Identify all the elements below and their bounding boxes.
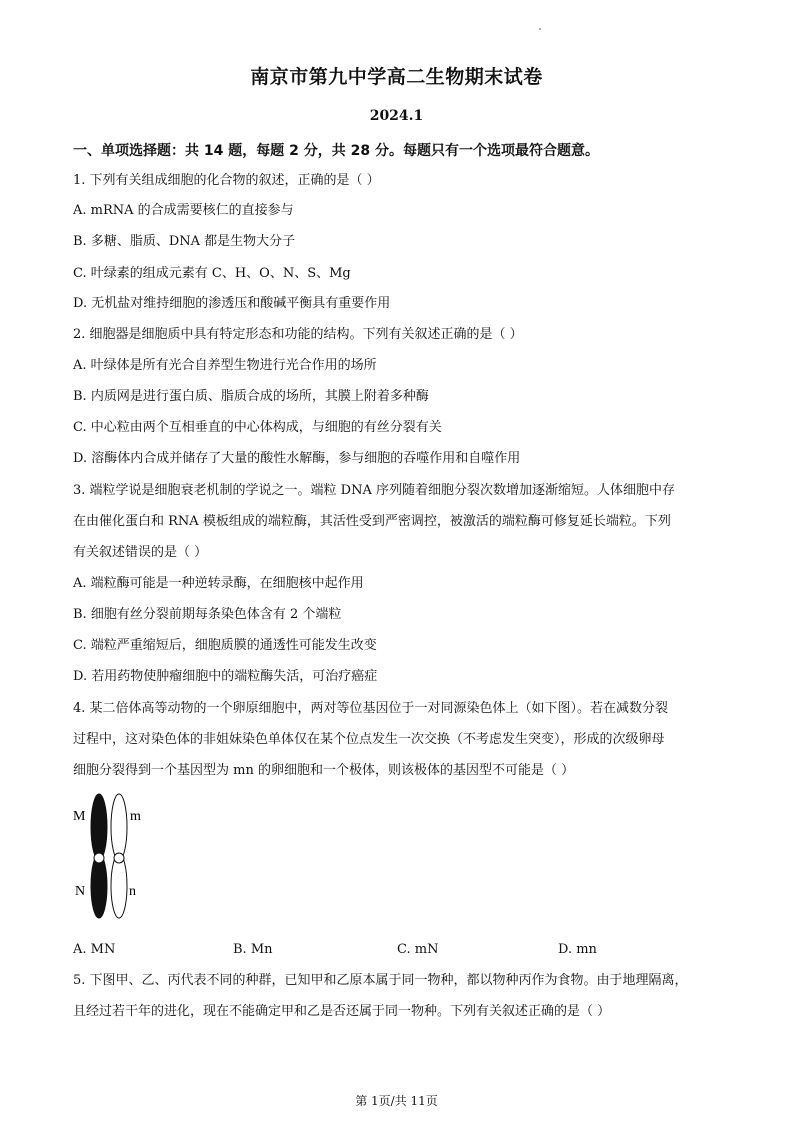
question-1-stem: 1. 下列有关组成细胞的化合物的叙述，正确的是（ ） (73, 173, 380, 188)
question-3-option-b: B. 细胞有丝分裂前期每条染色体含有 2 个端粒 (73, 607, 342, 622)
question-5-stem-line-2: 且经过若干年的进化，现在不能确定甲和乙是否还属于同一物种。下列有关叙述正确的是（ ） (73, 1004, 611, 1019)
label-m: m (130, 809, 141, 824)
question-4-option-a: A. MN (73, 942, 116, 957)
scan-dot (539, 28, 541, 30)
question-3-option-d: D. 若用药物使肿瘤细胞中的端粒酶失活，可治疗癌症 (73, 669, 378, 684)
question-1-option-a: A. mRNA 的合成需要核仁的直接参与 (73, 203, 294, 218)
question-3-option-c: C. 端粒严重缩短后，细胞质膜的通透性可能发生改变 (73, 638, 377, 653)
light-centromere (114, 853, 124, 863)
question-2-option-d: D. 溶酶体内合成并储存了大量的酸性水解酶，参与细胞的吞噬作用和自噬作用 (73, 451, 521, 466)
page-title: 南京市第九中学高二生物期末试卷 (250, 66, 543, 88)
section-heading: 一、单项选择题：共 14 题，每题 2 分，共 28 分。每题只有一个选项最符合题意。 (73, 143, 599, 159)
question-1-option-b: B. 多糖、脂质、DNA 都是生物大分子 (73, 234, 296, 249)
question-4-stem-line-3: 细胞分裂得到一个基因型为 mn 的卵细胞和一个极体，则该极体的基因型不可能是（ ） (73, 763, 575, 778)
question-4-option-c: C. mN (397, 942, 439, 957)
question-4-stem-line-1: 4. 某二倍体高等动物的一个卵原细胞中，两对等位基因位于一对同源染色体上（如下图）。若在减数分裂 (73, 701, 669, 716)
homologous-chromosomes-diagram (70, 790, 160, 920)
dark-chromatid-upper (91, 794, 107, 860)
dark-centromere (94, 853, 104, 863)
question-4-option-d: D. mn (558, 942, 597, 957)
question-3-option-a: A. 端粒酶可能是一种逆转录酶，在细胞核中起作用 (73, 576, 364, 591)
page-footer: 第 1页/共 11页 (355, 1094, 438, 1108)
question-2-option-c: C. 中心粒由两个互相垂直的中心体构成，与细胞的有丝分裂有关 (73, 420, 442, 435)
question-1-option-c: C. 叶绿素的组成元素有 C、H、O、N、S、Mg (73, 266, 351, 281)
question-3-stem-line-3: 有关叙述错误的是（ ） (73, 545, 208, 560)
question-3-stem-line-1: 3. 端粒学说是细胞衰老机制的学说之一。端粒 DNA 序列随着细胞分裂次数增加逐渐缩短。人体细胞中存 (73, 483, 675, 498)
label-N: N (75, 884, 86, 899)
dark-chromatid-lower (91, 854, 107, 918)
question-2-option-a: A. 叶绿体是所有光合自养型生物进行光合作用的场所 (73, 358, 377, 373)
exam-date: 2024.1 (369, 108, 424, 124)
question-5-stem-line-1: 5. 下图甲、乙、丙代表不同的种群，已知甲和乙原本属于同一物种，都以物种丙作为食物。由于地理隔离， (73, 973, 688, 988)
question-2-stem: 2. 细胞器是细胞质中具有特定形态和功能的结构。下列有关叙述正确的是（ ） (73, 327, 523, 342)
light-chromatid-upper (111, 794, 127, 860)
question-1-option-d: D. 无机盐对维持细胞的渗透压和酸碱平衡具有重要作用 (73, 296, 391, 311)
label-n: n (129, 884, 136, 899)
question-2-option-b: B. 内质网是进行蛋白质、脂质合成的场所，其膜上附着多种酶 (73, 389, 429, 404)
question-4-stem-line-2: 过程中，这对染色体的非姐妹染色单体仅在某个位点发生一次交换（不考虑发生突变），形成的次级卵母 (73, 732, 665, 747)
label-M: M (73, 809, 86, 824)
chromosome-figure (70, 790, 160, 920)
question-4-option-b: B. Mn (233, 942, 273, 957)
question-3-stem-line-2: 在由催化蛋白和 RNA 模板组成的端粒酶，其活性受到严密调控，被激活的端粒酶可修复延长端粒。下列 (73, 514, 671, 529)
light-chromatid-lower (111, 854, 127, 918)
